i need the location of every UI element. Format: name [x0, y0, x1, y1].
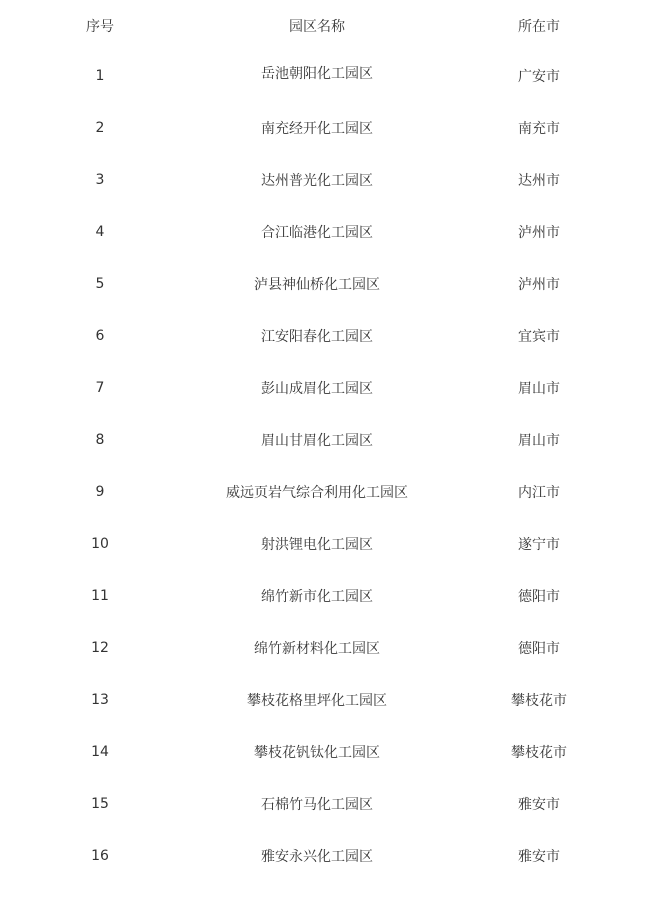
row-city: 德阳市: [518, 589, 560, 605]
row-park-name: 雅安永兴化工园区: [261, 849, 373, 865]
table-row: [0, 206, 656, 258]
row-park-name: 南充经开化工园区: [261, 121, 373, 137]
row-index: 7: [95, 380, 105, 396]
row-index: 2: [95, 120, 105, 136]
row-park-name: 江安阳春化工园区: [261, 329, 373, 345]
row-park-name: 射洪锂电化工园区: [261, 537, 373, 553]
table-row: [0, 778, 656, 830]
row-city: 雅安市: [518, 797, 560, 813]
header-city: 所在市: [518, 19, 560, 35]
row-city: 眉山市: [518, 433, 560, 449]
row-park-name: 彭山成眉化工园区: [261, 381, 373, 397]
row-city: 宜宾市: [518, 329, 560, 345]
row-index: 5: [95, 276, 105, 292]
row-index: 4: [95, 224, 105, 240]
row-city: 遂宁市: [518, 537, 560, 553]
row-city: 南充市: [518, 121, 560, 137]
row-park-name: 眉山甘眉化工园区: [261, 433, 373, 449]
row-index: 16: [91, 848, 109, 864]
table-row: [0, 154, 656, 206]
row-city: 内江市: [518, 485, 560, 501]
row-index: 15: [91, 796, 109, 812]
row-index: 8: [95, 432, 105, 448]
table-row: [0, 466, 656, 518]
row-city: 广安市: [518, 69, 560, 85]
row-park-name: 攀枝花钒钛化工园区: [254, 745, 380, 761]
row-index: 11: [91, 588, 109, 604]
row-index: 12: [91, 640, 109, 656]
table-row: [0, 362, 656, 414]
row-park-name: 绵竹新市化工园区: [261, 589, 373, 605]
row-index: 3: [95, 172, 105, 188]
row-city: 泸州市: [518, 277, 560, 293]
row-park-name: 泸县神仙桥化工园区: [254, 277, 380, 293]
header-index: 序号: [86, 19, 114, 35]
row-park-name: 岳池朝阳化工园区: [261, 66, 373, 82]
table-row: [0, 310, 656, 362]
table-row: [0, 570, 656, 622]
row-city: 德阳市: [518, 641, 560, 657]
row-index: 6: [95, 328, 105, 344]
table-row: [0, 414, 656, 466]
row-park-name: 攀枝花格里坪化工园区: [247, 693, 387, 709]
table-row: [0, 102, 656, 154]
row-park-name: 石棉竹马化工园区: [261, 797, 373, 813]
table-row: [0, 258, 656, 310]
table-row: [0, 518, 656, 570]
table-row: [0, 830, 656, 882]
row-index: 9: [95, 484, 105, 500]
row-city: 雅安市: [518, 849, 560, 865]
row-index: 1: [95, 68, 105, 84]
row-index: 13: [91, 692, 109, 708]
table-row: [0, 726, 656, 778]
row-city: 泸州市: [518, 225, 560, 241]
row-park-name: 达州普光化工园区: [261, 173, 373, 189]
table-row: [0, 622, 656, 674]
row-index: 14: [91, 744, 109, 760]
row-city: 攀枝花市: [511, 745, 567, 761]
row-park-name: 绵竹新材料化工园区: [254, 641, 380, 657]
row-park-name: 威远页岩气综合利用化工园区: [226, 485, 408, 501]
row-park-name: 合江临港化工园区: [261, 225, 373, 241]
row-city: 攀枝花市: [511, 693, 567, 709]
table-row: [0, 674, 656, 726]
table-row: [0, 50, 656, 102]
row-city: 眉山市: [518, 381, 560, 397]
row-city: 达州市: [518, 173, 560, 189]
header-name: 园区名称: [289, 19, 345, 35]
row-index: 10: [91, 536, 109, 552]
table-header-row: [0, 0, 656, 52]
